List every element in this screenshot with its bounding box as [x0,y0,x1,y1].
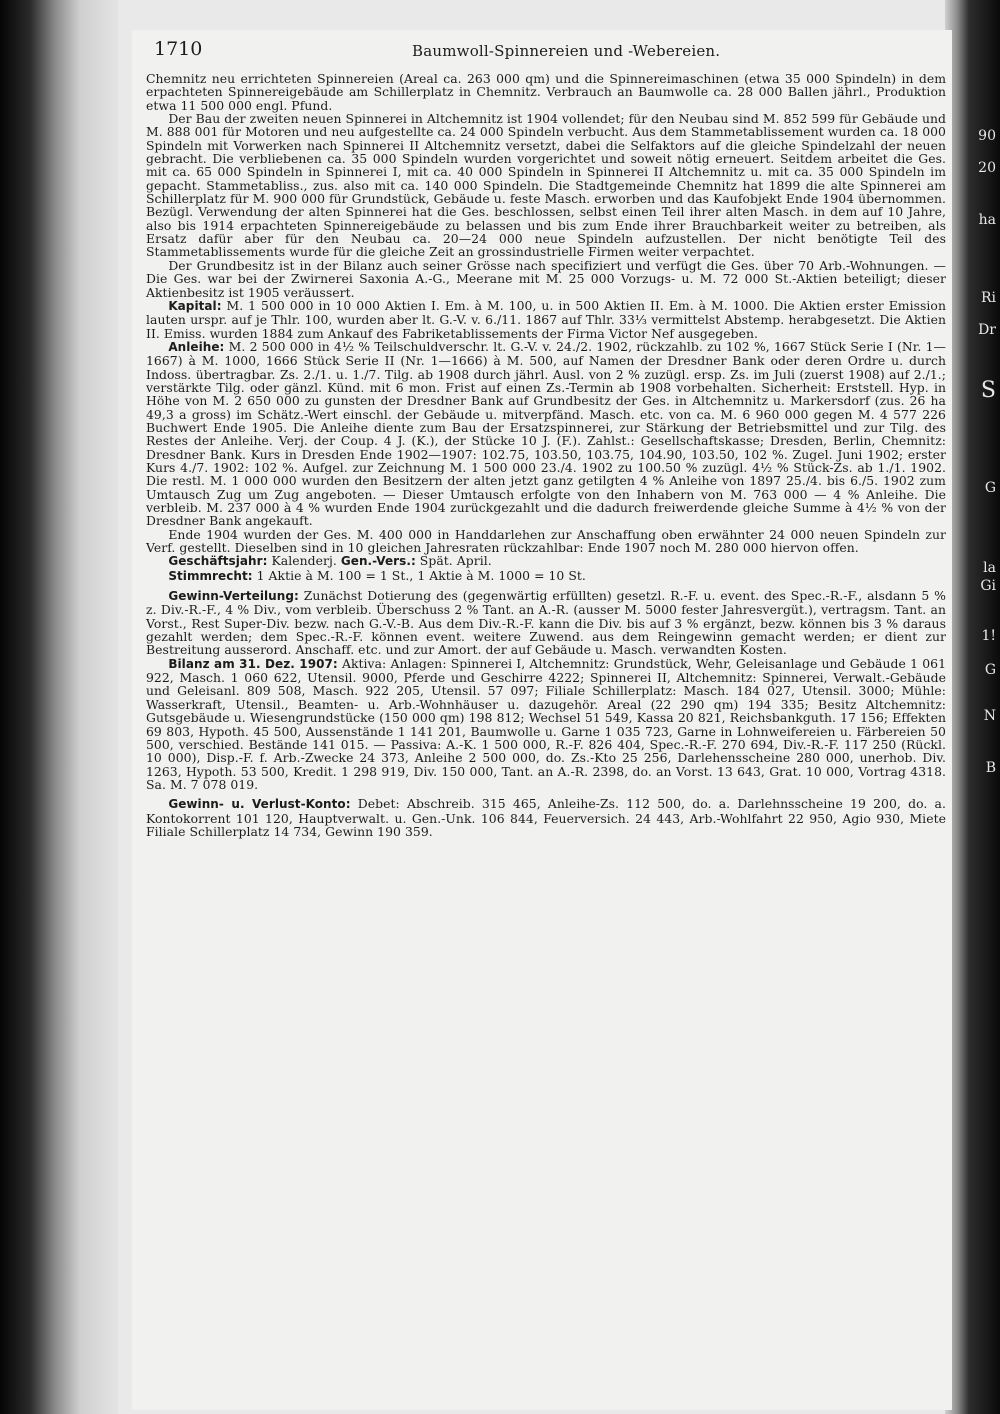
edge-glyph: 1! [981,628,996,644]
section-label: Bilanz am 31. Dez. 1907: [168,656,338,671]
book-page [132,30,952,1410]
edge-glyph: S [980,378,996,403]
edge-glyph: la [983,560,996,576]
book-binding-shadow [0,0,118,1414]
paragraph-intro [146,72,946,112]
edge-glyph: G [984,480,996,496]
article-body [146,72,946,838]
section-label: Kapital: [168,298,222,313]
paragraph-stimmrecht [146,569,946,583]
edge-glyph: 20 [978,160,996,176]
edge-glyph: G [984,662,996,678]
edge-glyph: N [983,708,996,724]
paragraph-text: Der Bau der zweiten neuen Spinnerei in Altchemnitz ist 1904 vollendet; für den Neubau sind M. 852 599 für Gebäude und M. 888 001 für Motoren und neu aufgestellte ca. 24 000 Spindeln verbucht. Aus dem Stammetablissement wurden ca. 18 000 Spindeln mit Vorwerken nach Spinnerei II Altchemnitz versetzt, dabei die Selfaktors auf die gleiche Spindelzahl der neuen gebracht. Die verbliebenen ca. 35 000 Spindeln wurden vorgerichtet und soweit nötig erneuert. Seitdem arbeitet die Ges. mit ca. 65 000 Spindeln in Spinnerei I, mit ca. 40 000 Spindeln in Spinnerei II Altchemnitz u. mit ca. 35 000 Spindeln im gepacht. Stammetabliss., zus. also mit ca. 140 000 Spindeln. Die Stadtgemeinde Chemnitz hat 1899 die alte Spinnerei am Schillerplatz für M. 900 000 für Grundstück, Gebäude u. feste Masch. erworben und das Kaufobjekt Ende 1904 übernommen. Bezügl. Verwendung der alten Spinnerei hat die Ges. beschlossen, selbst einen Teil ihrer alten Masch. in dem auf 10 Jahre, also bis 1914 erpachteten Spinnereigebäude zu belassen und bis zum Ende ihrer Brauchbarkeit weiter zu betreiben, als Ersatz dafür aber für den Neubau ca. 20—24 000 neue Spindeln aufzustellen. Der nicht benötigte Teil des Stammetablissements wurde für die gleiche Zeit an grossindustrielle Firmen weiter verpachtet. [146,111,946,260]
paragraph-text: Zunächst Dotierung des (gegenwärtig erfüllten) gesetzl. R.-F. u. event. des Spec.-R.-F., alsdann 5 % z. Div.-R.-F., 4 % Div., vom verbleib. Überschuss 2 % Tant. an A.-R. (ausser M. 5000 fester Jahresvergüt.), vertragsm. Tant. an Vorst., Rest Super-Div. bezw. nach G.-V.-B. Aus dem Div.-R.-F. kann die Div. bis auf 3 % ergänzt, bezw. können bis 3 % daraus gezahlt werden; dem Spec.-R.-F. können event. weitere Zuwend. aus dem Reingewinn gemacht werden; er dient zur Bestreitung ausserord. Anschaff. etc. und zur Amort. der auf Gebäude u. Masch. verwandten Kosten. [146,588,946,658]
paragraph-property [146,259,946,299]
edge-glyph: Gi [980,578,996,594]
paragraph-text: M. 1 500 000 in 10 000 Aktien I. Em. à M. 100, u. in 500 Aktien II. Em. à M. 1000. Die Aktien erster Emission lauten urspr. auf je Thlr. 100, wurden aber lt. G.-V. v. 6./11. 1867 auf Thlr. 33⅓ vermittelst Abstemp. herabgesetzt. Die Aktien II. Emiss. wurden 1884 zum Ankauf des Fabriketablissements der Firma Victor Nef ausgegeben. [146,297,946,341]
page-header [154,36,944,66]
paragraph-handdarlehen [146,528,946,555]
paragraph-bilanz [146,657,946,791]
paragraph-text: 1 Aktie à M. 100 = 1 St., 1 Aktie à M. 1000 = 10 St. [256,567,586,583]
paragraph-gewinn-verlust [146,797,946,838]
paragraph-gewinn-verteilung [146,589,946,657]
edge-glyph: 90 [978,128,996,144]
edge-glyph: Dr [978,322,996,338]
paragraph-text: Debet: Abschreib. 315 465, Anleihe-Zs. 112 500, do. a. Darlehnsscheine 19 200, do. a. Kontokorrent 101 120, Hauptverwalt. u. Gen.-Unk. 106 844, Feuerversich. 24 443, Arb.-Wohlfahrt 22 950, Agio 930, Miete Filiale Schillerplatz 14 734, Gewinn 190 359. [146,796,946,839]
section-label: Gewinn- u. Verlust-Konto: [168,797,351,812]
edge-glyph: Ri [980,290,996,306]
paragraph-kapital [146,299,946,340]
page-number: 1710 [154,38,203,60]
paragraph-construction [146,112,946,259]
section-label: Anleihe: [168,339,225,354]
edge-glyph: B [985,760,996,776]
section-label: Gewinn-Verteilung: [168,589,299,604]
section-label: Stimmrecht: [168,568,253,583]
running-title: Baumwoll-Spinnereien und -Webereien. [412,42,721,60]
edge-glyph: ha [978,212,996,228]
paragraph-text: Chemnitz neu errichteten Spinnereien (Areal ca. 263 000 qm) und die Spinnereimaschinen (etwa 35 000 Spindeln) in dem erpachteten Spinnereigebäude am Schillerplatz in Chemnitz. Verbrauch an Baumwolle ca. 28 000 Ballen jährl., Produktion etwa 11 500 000 engl. Pfund. [146,71,946,113]
paragraph-text: Der Grundbesitz ist in der Bilanz auch seiner Grösse nach specifiziert und verfügt die Ges. über 70 Arb.-Wohnungen. — Die Ges. war bei der Zwirnerei Saxonia A.-G., Meerane mit M. 25 000 Vorzugs- u. M. 72 000 St.-Aktien beteiligt; dieser Aktienbesitz ist 1905 veräussert. [146,257,946,300]
paragraph-text: M. 2 500 000 in 4½ % Teilschuldverschr. lt. G.-V. v. 24./2. 1902, rückzahlb. zu 102 %, 1667 Stück Serie I (Nr. 1—1667) à M. 1000, 1666 Stück Serie II (Nr. 1—1666) à M. 500, auf Namen der Dresdner Bank oder deren Ordre u. durch Indoss. übertragbar. Zs. 2./1. u. 1./7. Tilg. ab 1908 durch jährl. Ausl. von 2 % zuzügl. ersp. Zs. im Juli (zuerst 1908) auf 2./1.; verstärkte Tilg. oder gänzl. Künd. mit 6 mon. Frist auf einen Zs.-Termin ab 1908 vorbehalten. Sicherheit: Erststell. Hyp. in Höhe von M. 2 650 000 zu gunsten der Dresdner Bank auf Grundbesitz der Ges. in Altchemnitz u. Markersdorf (zus. 26 ha 49,3 a gross) im Schätz.-Wert einschl. der Gebäude u. mitverpfänd. Masch. etc. von ca. M. 6 960 000 gegen M. 4 577 226 Buchwert Ende 1905. Die Anleihe diente zum Bau der Ersatzspinnerei, zur Stärkung der Betriebsmittel und zur Tilg. des Restes der Anleihe. Verj. der Coup. 4 J. (K.), der Stücke 10 J. (F.). Zahlst.: Gesellschaftskasse; Dresden, Berlin, Chemnitz: Dresdner Bank. Kurs in Dresden Ende 1902—1907: 102.75, 103.50, 103.75, 104.90, 103.50, 102 %. Zugel. Juni 1902; erster Kurs 4./7. 1902: 102 %. Aufgel. zur Zeichnung M. 1 500 000 23./4. 1902 zu 100.50 % zuzügl. 4½ % Stück-Zs. ab 1./1. 1902. Die restl. M. 1 000 000 wurden den Besitzern der alten jetzt ganz getilgten 4 % Anleihe von 1897 25./4. bis 6./5. 1902 zum Umtausch Zug um Zug angeboten. — Dieser Umtausch erfolgte von den Inhabern von M. 763 000 — 4 % Anleihe. Die verbleib. M. 237 000 à 4 % wurden Ende 1904 zurückgezahlt und die dadurch freiwerdende gleiche Summe à 4½ % von der Dresdner Bank angekauft. [146,338,946,529]
section-label: Geschäftsjahr: [168,554,268,569]
paragraph-text: Aktiva: Anlagen: Spinnerei I, Altchemnitz: Grundstück, Wehr, Geleisanlage und Gebäude 1 061 922, Masch. 1 060 622, Utensil. 9000, Pferde und Geschirre 4222; Spinnerei II, Altchemnitz: Spinnerei, Verwalt.-Gebäude und Geleisanl. 809 508, Masch. 922 205, Utensil. 57 097; Filiale Schillerplatz: Masch. 184 027, Utensil. 3000; Mühle: Wasserkraft, Utensil., Beamten- u. Arb.-Wohnhäuser u. dazugehör. Areal (22 290 qm) 194 335; Besitz Altchemnitz: Gutsgebäude u. Wiesengrundstücke (150 000 qm) 198 812; Wechsel 51 549, Kassa 20 821, Reichsbankguth. 17 156; Effekten 69 803, Hypoth. 45 500, Aussenstände 1 141 201, Baumwolle u. Garne 1 035 723, Garne in Lohnweifereien u. Färbereien 50 500, verschied. Bestände 141 015. — Passiva: A.-K. 1 500 000, R.-F. 826 404, Spec.-R.-F. 270 694, Div.-R.-F. 117 250 (Rückl. 10 000), Disp.-F. f. Arb.-Zwecke 24 373, Anleihe 2 500 000, do. Zs.-Kto 25 256, Darlehensscheine 280 000, unerhob. Div. 1263, Hypoth. 53 500, Kredit. 1 298 919, Div. 150 000, Tant. an A.-R. 2398, do. an Vorst. 13 643, Grat. 10 000, Vortrag 4318. Sa. M. 7 078 019. [146,655,946,792]
section-label: Gen.-Vers.: [340,554,416,569]
next-page-edge [945,0,1000,1414]
paragraph-text: Spät. April. [419,553,492,569]
paragraph-text: Kalenderj. [271,553,337,569]
paragraph-anleihe [146,340,946,528]
paragraph-geschaeftsjahr [146,554,946,568]
paragraph-text: Ende 1904 wurden der Ges. M. 400 000 in Handdarlehen zur Anschaffung oben erwähnter 24 000 neuen Spindeln zur Verf. gestellt. Dieselben sind in 10 gleichen Jahresraten rückzahlbar: Ende 1907 noch M. 280 000 hiervon offen. [146,526,946,556]
